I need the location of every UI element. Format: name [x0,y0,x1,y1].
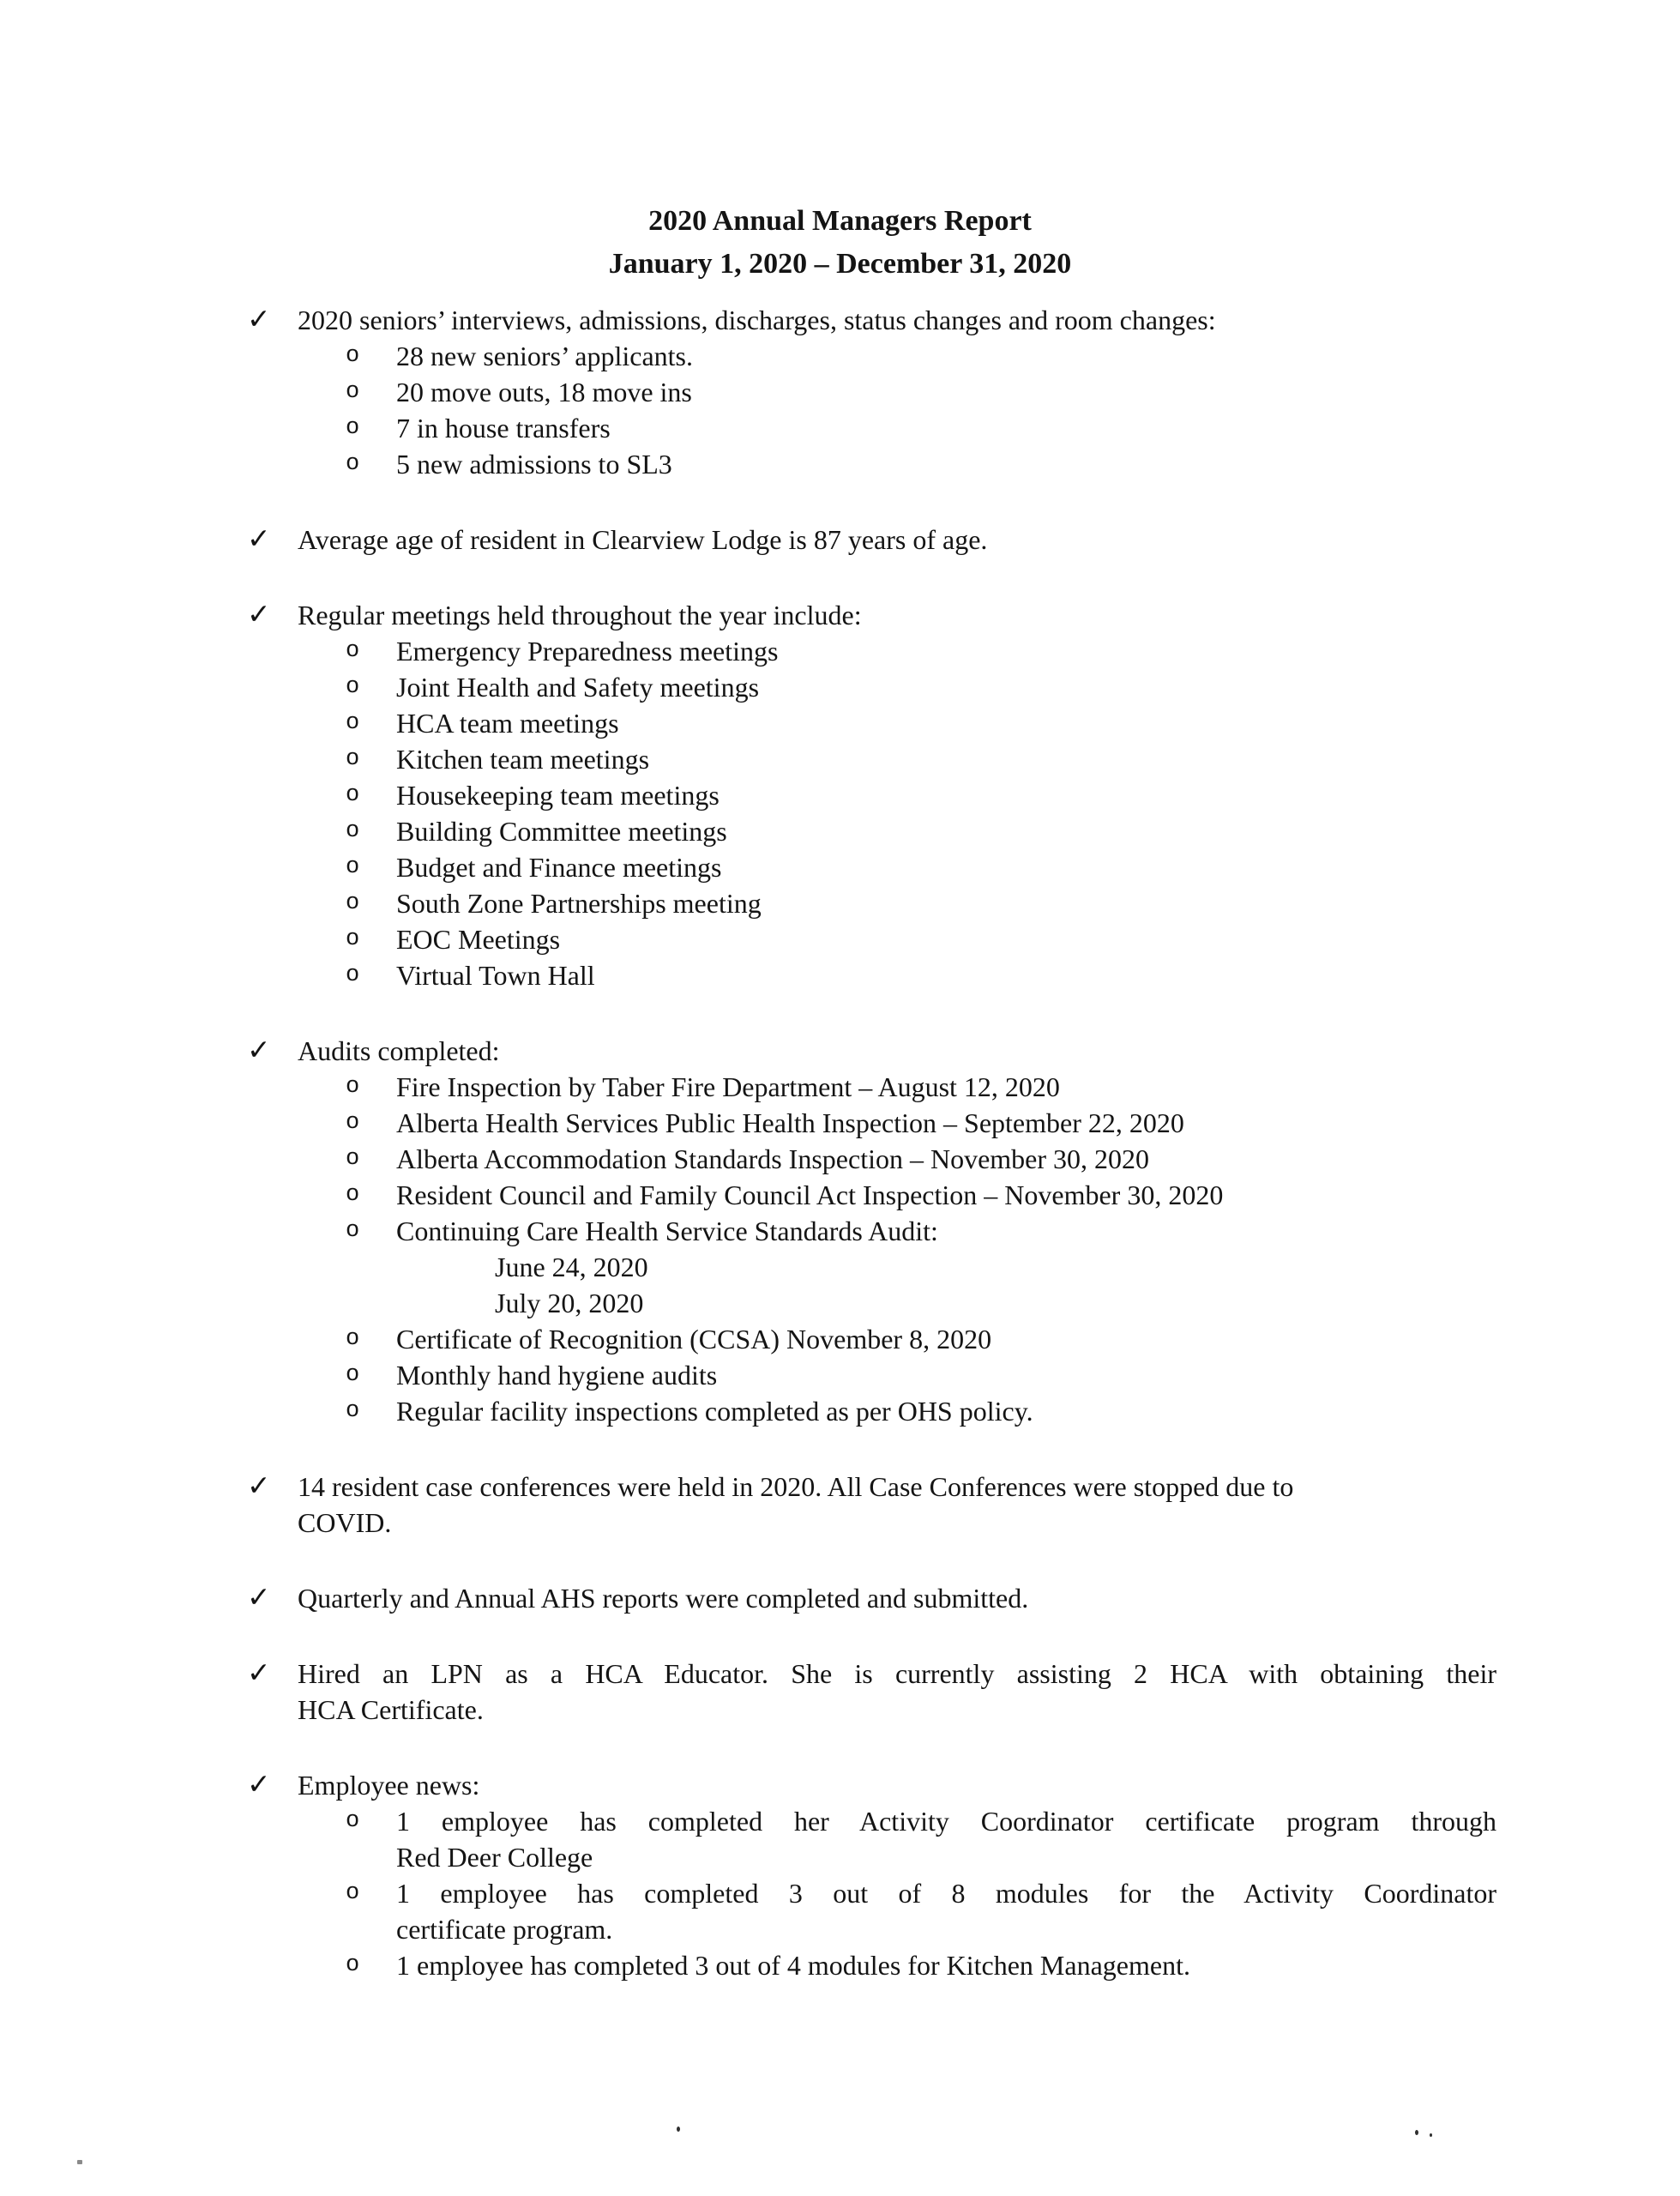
report-section [247,597,1496,993]
circle-bullet-marker: o [346,1182,360,1208]
circle-bullet-marker: o [346,926,360,952]
circle-bullet-marker: o [346,1218,360,1244]
list-item-level3 [447,1285,1496,1321]
list-item [346,1321,1496,1357]
list-item-text: South Zone Partnerships meeting [396,888,762,919]
list-item [346,1069,1496,1105]
list-item-line: certificate program. [396,1914,613,1945]
list-item [346,1393,1496,1429]
checkmark-icon: ✓ [247,1770,271,1801]
list-item [346,921,1496,957]
section-heading: Quarterly and Annual AHS reports were completed and submitted. [298,1583,1029,1614]
circle-bullet-marker: o [346,451,360,477]
list-item [346,1213,1496,1249]
list-item-line: 1 employee has completed her Activity Coordinator certificate program through [396,1806,1496,1837]
circle-bullet-marker: o [346,854,360,880]
circle-bullet-marker: o [346,962,360,988]
section-heading: Audits completed: [298,1035,500,1066]
list-item-text: 28 new seniors’ applicants. [396,341,693,371]
list-item-text: Resident Council and Family Council Act Inspection – November 30, 2020 [396,1179,1224,1210]
report-section [247,1656,1496,1728]
report-title [0,200,1680,286]
list-item [346,1105,1496,1141]
circle-bullet-marker: o [346,1952,360,1978]
report-section [247,1580,1496,1616]
report-title-line2: January 1, 2020 – December 31, 2020 [608,248,1072,280]
report-section [247,1469,1496,1541]
list-item-text: 20 move outs, 18 move ins [396,377,692,407]
checkmark-icon: ✓ [247,1583,271,1614]
circle-bullet-marker: o [346,1110,360,1136]
list-item-text: Certificate of Recognition (CCSA) November 8, 2020 [396,1324,992,1354]
list-item [346,669,1496,705]
circle-bullet-marker: o [346,1146,360,1172]
list-item-text: Continuing Care Health Service Standards Audit: [396,1216,938,1246]
list-item [346,777,1496,813]
list-item-text: Alberta Health Services Public Health Inspection – September 22, 2020 [396,1107,1184,1138]
list-item [346,338,1496,374]
list-item [346,705,1496,741]
list-item-text: 5 new admissions to SL3 [396,449,672,480]
report-section [247,1033,1496,1429]
list-item [346,849,1496,885]
section-heading: 2020 seniors’ interviews, admissions, discharges, status changes and room changes: [298,305,1216,335]
report-section [247,1767,1496,1983]
circle-bullet-marker: o [346,818,360,844]
list-item-level3 [447,1249,1496,1285]
list-item [346,1947,1496,1983]
list-item [346,446,1496,482]
checkmark-icon: ✓ [247,305,271,335]
list-item [346,813,1496,849]
circle-bullet-marker: o [346,674,360,700]
report-section [247,522,1496,558]
scan-speck [1430,2133,1432,2137]
list-item-text: Building Committee meetings [396,816,727,847]
list-item [346,410,1496,446]
circle-bullet-marker: o [346,710,360,736]
circle-bullet-marker: o [346,1362,360,1388]
list-item-text: Emergency Preparedness meetings [396,636,779,667]
list-item-text: Housekeeping team meetings [396,780,720,811]
section-heading-line: Hired an LPN as a HCA Educator. She is currently assisting 2 HCA with obtaining their [298,1658,1496,1689]
checkmark-icon: ✓ [247,600,271,630]
section-heading-line: HCA Certificate. [298,1694,484,1725]
list-item-text: Monthly hand hygiene audits [396,1360,718,1391]
list-item-text: Joint Health and Safety meetings [396,672,760,703]
circle-bullet-marker: o [346,890,360,916]
list-item [346,1803,1496,1875]
circle-bullet-marker: o [346,782,360,808]
checkmark-icon: ✓ [247,1035,271,1066]
list-item [346,633,1496,669]
circle-bullet-marker: o [346,1808,360,1834]
list-item-line: Red Deer College [396,1842,593,1873]
circle-bullet-marker: o [346,638,360,664]
circle-bullet-marker: o [346,1326,360,1352]
circle-bullet-marker: o [346,379,360,405]
list-item-text: Fire Inspection by Taber Fire Department – August 12, 2020 [396,1071,1060,1102]
scan-speck [677,2127,680,2132]
list-item [346,885,1496,921]
report-title-line1: 2020 Annual Managers Report [648,205,1032,237]
section-heading: Average age of resident in Clearview Lodge is 87 years of age. [298,524,988,555]
list-item [346,957,1496,993]
checkmark-icon: ✓ [247,1658,271,1689]
list-item [346,1141,1496,1177]
list-item-text: Regular facility inspections completed as per OHS policy. [396,1396,1033,1427]
circle-bullet-marker: o [346,343,360,369]
checkmark-icon: ✓ [247,524,271,555]
list-item-line: 1 employee has completed 3 out of 4 modules for Kitchen Management. [396,1950,1190,1981]
list-item-text: 7 in house transfers [396,413,611,443]
circle-bullet-marker: o [346,1074,360,1100]
list-item-text: Kitchen team meetings [396,744,650,775]
list-item [346,741,1496,777]
list-item-text: EOC Meetings [396,924,561,955]
section-heading-line: 14 resident case conferences were held in 2020. All Case Conferences were stopped due to [298,1471,1294,1502]
list-item [346,374,1496,410]
circle-bullet-marker: o [346,1398,360,1424]
list-item-text: HCA team meetings [396,708,619,739]
list-item [346,1177,1496,1213]
report-section [247,302,1496,482]
section-heading-line: COVID. [298,1507,392,1538]
section-heading: Regular meetings held throughout the year include: [298,600,862,630]
section-heading: Employee news: [298,1770,480,1801]
report-body [247,302,1496,2023]
scan-speck [1415,2130,1418,2135]
circle-bullet-marker: o [346,415,360,441]
scan-speck [77,2160,82,2164]
list-item-text: June 24, 2020 [495,1252,648,1282]
list-item [346,1357,1496,1393]
circle-bullet-marker: o [346,746,360,772]
list-item-text: Virtual Town Hall [396,960,595,991]
circle-bullet-marker: o [346,1880,360,1906]
checkmark-icon: ✓ [247,1471,271,1502]
list-item-text: Alberta Accommodation Standards Inspection – November 30, 2020 [396,1143,1150,1174]
list-item [346,1875,1496,1947]
list-item-line: 1 employee has completed 3 out of 8 modules for the Activity Coordinator [396,1878,1496,1909]
list-item-text: Budget and Finance meetings [396,852,722,883]
list-item-text: July 20, 2020 [495,1288,644,1318]
